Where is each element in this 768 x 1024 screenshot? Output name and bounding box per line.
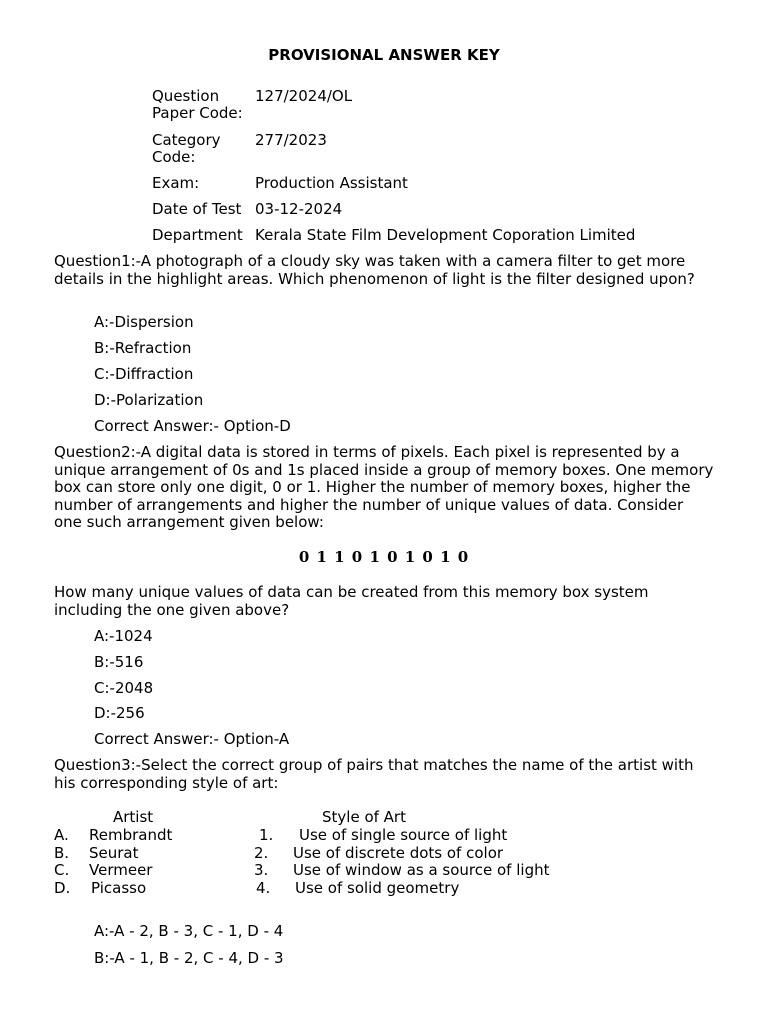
question-2-correct-answer: Correct Answer:- Option-A (94, 730, 290, 748)
question-1-option-d: D:-Polarization (94, 391, 204, 409)
question-2-option-b: B:-516 (94, 653, 144, 671)
match-row-artist: Seurat (89, 844, 139, 862)
meta-label-exam: Exam: (152, 174, 200, 192)
question-2-followup: How many unique values of data can be created from this memory box system including the one given above? (54, 583, 649, 619)
match-row-artist: Rembrandt (89, 826, 173, 844)
meta-value-paper-code: 127/2024/OL (255, 87, 353, 105)
meta-label-category-code: Category Code: (152, 131, 221, 166)
meta-label-department: Department (152, 226, 243, 244)
match-row-artist: Vermeer (89, 861, 153, 879)
column-header-artist: Artist (113, 808, 154, 826)
meta-label-date: Date of Test (152, 200, 242, 218)
match-row-number: 2. (254, 844, 269, 862)
match-row-letter: D. (54, 879, 71, 897)
question-2-option-c: C:-2048 (94, 679, 154, 697)
match-row-number: 4. (256, 879, 271, 897)
question-3-text: Question3:-Select the correct group of pairs that matches the name of the artist with his corresponding style of art: (54, 756, 694, 792)
question-1-option-c: C:-Diffraction (94, 365, 194, 383)
match-row-style: Use of single source of light (299, 826, 508, 844)
match-row-letter: B. (54, 844, 70, 862)
binary-arrangement: 0 1 1 0 1 0 1 0 1 0 (298, 548, 470, 566)
match-row-number: 1. (259, 826, 274, 844)
question-1-option-b: B:-Refraction (94, 339, 192, 357)
match-row-style: Use of discrete dots of color (293, 844, 504, 862)
question-2-text: Question2:-A digital data is stored in terms of pixels. Each pixel is represented by a unique arrangement of 0s and 1s placed inside a group of memory boxes. One memory box can store only one digit, 0 or 1. Higher the number of memory boxes, higher the number of arrangements and higher the number of unique values of data. Consider one such arrangement given below: (54, 443, 714, 531)
meta-value-category-code: 277/2023 (255, 131, 327, 149)
match-row-letter: C. (54, 861, 70, 879)
match-row-letter: A. (54, 826, 69, 844)
column-header-style: Style of Art (322, 808, 406, 826)
question-1-correct-answer: Correct Answer:- Option-D (94, 417, 291, 435)
meta-value-department: Kerala State Film Development Coporation Limited (255, 226, 636, 244)
match-row-number: 3. (254, 861, 269, 879)
match-row-style: Use of window as a source of light (293, 861, 550, 879)
question-2-option-a: A:-1024 (94, 627, 153, 645)
question-2-option-d: D:-256 (94, 704, 145, 722)
match-row-style: Use of solid geometry (295, 879, 460, 897)
question-3-option-a: A:-A - 2, B - 3, C - 1, D - 4 (94, 922, 284, 940)
meta-value-exam: Production Assistant (255, 174, 408, 192)
match-row-artist: Picasso (91, 879, 147, 897)
question-3-option-b: B:-A - 1, B - 2, C - 4, D - 3 (94, 949, 284, 967)
meta-value-date: 03-12-2024 (255, 200, 343, 218)
page-title: PROVISIONAL ANSWER KEY (268, 46, 500, 64)
meta-label-paper-code: Question Paper Code: (152, 87, 243, 122)
question-1-option-a: A:-Dispersion (94, 313, 194, 331)
question-1-text: Question1:-A photograph of a cloudy sky was taken with a camera filter to get more details in the highlight areas. Which phenomenon of light is the filter designed upon? (54, 252, 695, 288)
